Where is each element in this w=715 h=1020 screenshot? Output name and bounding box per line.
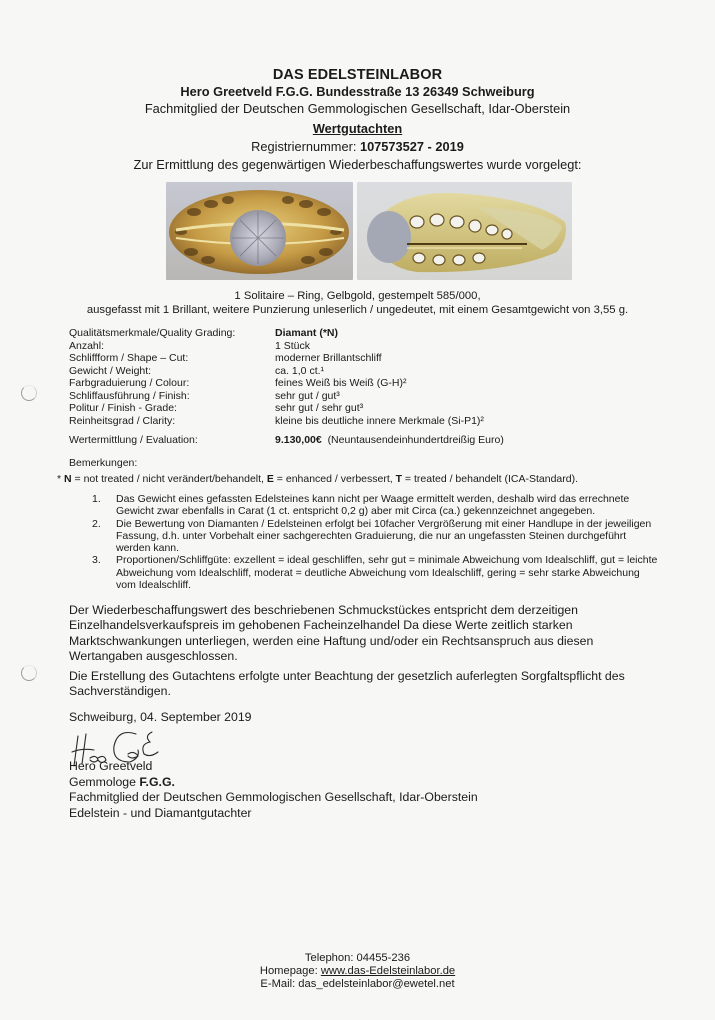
footnotes-list <box>92 493 662 591</box>
grading-row <box>69 352 484 365</box>
punch-hole-mark <box>21 665 37 681</box>
lab-name: DAS EDELSTEINLABOR <box>272 67 443 83</box>
treatment-legend <box>57 473 578 485</box>
grading-row <box>69 377 484 390</box>
lab-address: Hero Greetveld F.G.G. Bundesstraße 13 26349 Schweiburg <box>180 84 535 99</box>
footnote-text: Die Bewertung von Diamanten / Edelsteinen erfolgt bei 10facher Vergrößerung mit einer Handlupe in der jeweiligen Fassung, d.h. unter Vorbehalt einer sachgerechten Graduierung, die nur an ungefassten Steinen durchgeführt werden kann. <box>116 517 652 555</box>
disclaimer-paragraph: Der Wiederbeschaffungswert des beschriebenen Schmuckstückes entspricht dem derzeitigen Einzelhandelsverkaufspreis im gehobenen Facheinzelhandel Da diese Werte zeitlich starken Marktschwankungen unterliegen, werden eine Haftung und/oder ein Rechtsanspruch aus diesen Wertangaben ausgeschlossen. <box>69 603 594 663</box>
evaluation-words: (Neuntausendeinhundertdreißig Euro) <box>327 434 504 446</box>
legend-key-e: E <box>266 473 274 485</box>
evaluation-label: Wertermittlung / Evaluation: <box>69 434 198 446</box>
grading-row <box>69 390 484 403</box>
footer-email: E-Mail: das_edelsteinlabor@ewetel.net <box>260 978 455 990</box>
grading-label: Farbgraduierung / Colour: <box>69 377 190 389</box>
grading-label: Schliffform / Shape – Cut: <box>69 352 189 364</box>
grading-row <box>69 415 484 428</box>
evaluation-amount-group <box>275 434 504 446</box>
footnote-text: Proportionen/Schliffgüte: exzellent = ideal geschliffen, sehr gut = minimale Abweichung vom Idealschliff, gut = leichte Abweichung vom Idealschliff, moderat = deutliche Abweichung vom Idealschliff, gering = sehr starke Abweichung vom Idealschliff. <box>116 554 658 592</box>
grading-value: ca. 1,0 ct.¹ <box>275 364 325 377</box>
registration-label: Registriernummer: <box>251 139 360 154</box>
legend-text-t: = treated / behandelt (ICA-Standard). <box>402 473 578 485</box>
remarks-title: Bemerkungen: <box>69 457 138 469</box>
grading-value: sehr gut / gut³ <box>275 389 340 402</box>
footer-homepage <box>0 965 715 979</box>
ring-photo-side <box>357 182 572 280</box>
diligence-paragraph: Die Erstellung des Gutachtens erfolgte unter Beachtung der gesetzlich auferlegten Sorgfaltspflicht des Sachverständigen. <box>69 669 625 699</box>
homepage-label: Homepage: <box>259 965 321 977</box>
footnote-item <box>92 518 662 555</box>
signer-title <box>69 775 478 791</box>
grading-row <box>69 365 484 378</box>
grading-label: Anzahl: <box>69 339 105 352</box>
intro-text: Zur Ermittlung des gegenwärtigen Wiederbeschaffungswertes wurde vorgelegt: <box>133 157 582 172</box>
signer-role: Edelstein - und Diamantgutachter <box>69 805 252 820</box>
grading-value: feines Weiß bis Weiß (G-H)² <box>275 377 407 389</box>
registration-value: 107573527 - 2019 <box>359 139 464 154</box>
grading-row <box>69 340 484 353</box>
grading-value: kleine bis deutliche innere Merkmale (Si-P1)² <box>275 414 484 427</box>
grading-label: Reinheitsgrad / Clarity: <box>69 414 176 427</box>
signer-title-prefix: Gemmologe <box>69 774 140 789</box>
item-description-line2: ausgefasst mit 1 Brillant, weitere Punzierung unleserlich / ungedeutet, mit einem Gesamtgewicht von 3,55 g. <box>86 304 629 316</box>
signer-block <box>69 759 478 821</box>
grading-value: Diamant (*N) <box>275 327 339 339</box>
grading-label: Qualitätsmerkmale/Quality Grading: <box>69 327 236 339</box>
legend-key-n: N <box>64 473 72 485</box>
ring-side-illustration <box>357 182 572 280</box>
evaluation-row <box>69 434 504 446</box>
footnote-number: 1. <box>92 493 101 505</box>
legend-asterisk: * <box>57 473 65 485</box>
grading-label: Politur / Finish - Grade: <box>69 402 177 414</box>
grading-row <box>69 327 484 340</box>
item-description-line1: 1 Solitaire – Ring, Gelbgold, gestempelt 585/000, <box>234 290 481 302</box>
homepage-link[interactable]: www.das-Edelsteinlabor.de <box>320 965 456 977</box>
grading-value: moderner Brillantschliff <box>275 352 382 364</box>
signer-membership: Fachmitglied der Deutschen Gemmologischen Gesellschaft, Idar-Oberstein <box>69 790 478 804</box>
footnote-number: 3. <box>92 554 101 567</box>
legend-text-n: = not treated / nicht verändert/behandelt, <box>71 473 267 485</box>
signer-title-credential: F.G.G. <box>139 774 175 789</box>
evaluation-value: 9.130,00€ <box>275 434 322 446</box>
document-type: Wertgutachten <box>312 121 403 136</box>
footer-phone: Telephon: 04455-236 <box>304 952 411 964</box>
grading-table <box>69 327 484 427</box>
grading-row <box>69 402 484 415</box>
legend-text-e: = enhanced / verbessert, <box>273 473 396 485</box>
lab-membership: Fachmitglied der Deutschen Gemmologischen Gesellschaft, Idar-Oberstein <box>144 101 571 116</box>
footnote-text: Das Gewicht eines gefassten Edelsteines kann nicht per Waage ermittelt werden, deshalb wird das errechnete Gewicht zwar ebenfalls in Carat (1 ct. entspricht 0,2 g) aber mit Circa (ca.) gekennzeichnet angegeben. <box>116 493 630 518</box>
legend-key-t: T <box>395 473 403 485</box>
footnote-item <box>92 554 662 591</box>
footnote-item <box>92 493 662 518</box>
footnote-number: 2. <box>92 517 101 530</box>
signer-name: Hero Greetveld <box>69 759 153 773</box>
grading-value: 1 Stück <box>275 339 311 352</box>
ring-top-illustration <box>166 182 353 280</box>
ring-photo-top <box>166 182 353 280</box>
place-date: Schweiburg, 04. September 2019 <box>69 710 252 724</box>
grading-value: sehr gut / sehr gut³ <box>275 402 364 414</box>
registration-number <box>0 139 715 154</box>
grading-label: Gewicht / Weight: <box>69 364 152 377</box>
grading-label: Schliffausführung / Finish: <box>69 389 190 402</box>
punch-hole-mark <box>21 385 37 401</box>
